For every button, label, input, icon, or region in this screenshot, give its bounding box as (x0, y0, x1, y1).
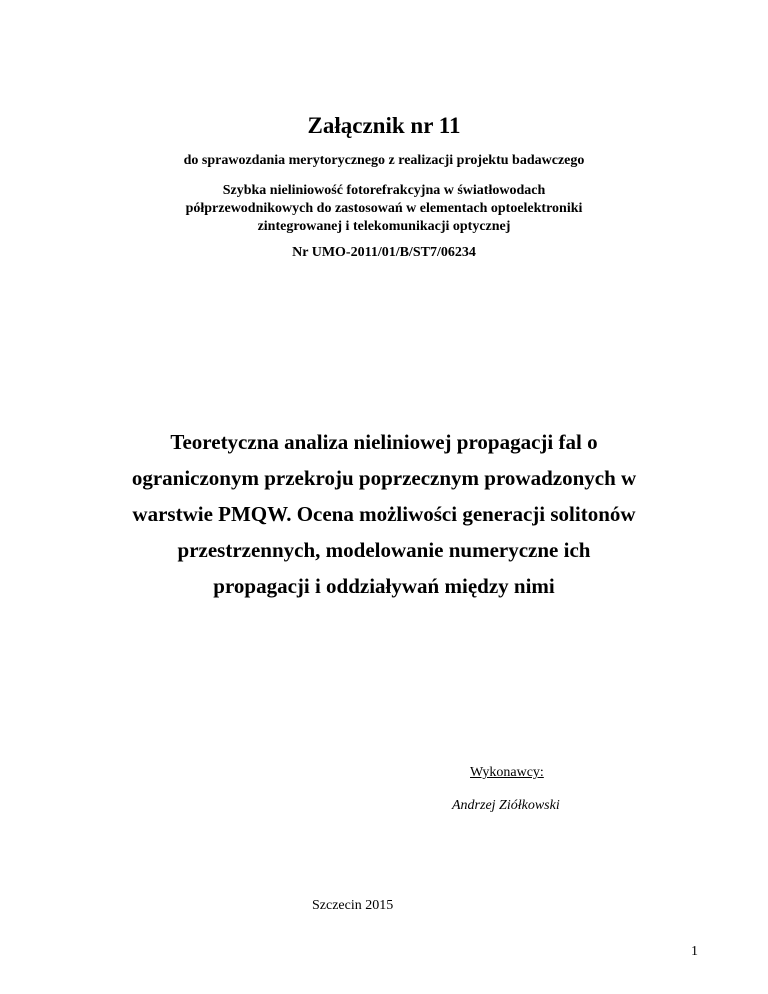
contractors-label: Wykonawcy: (470, 765, 544, 780)
subtitle-line-1: do sprawozdania merytorycznego z realizacji projektu badawczego (183, 153, 585, 168)
page-number: 1 (691, 944, 698, 959)
main-title-line-3: warstwie PMQW. Ocena możliwości generacji solitonów (132, 502, 636, 526)
main-title-line-5: propagacji i oddziaływań między nimi (213, 574, 555, 598)
project-number: Nr UMO-2011/01/B/ST7/06234 (292, 245, 476, 260)
main-title (0, 424, 768, 604)
document-heading: Załącznik nr 11 (307, 113, 461, 138)
main-title-line-2: ograniczonym przekroju poprzecznym prowadzonych w (131, 466, 637, 490)
main-title-line-4: przestrzennych, modelowanie numeryczne ich (177, 538, 591, 562)
subtitle-line-3: półprzewodnikowych do zastosowań w elementach optoelektroniki (185, 201, 583, 216)
subtitle-line-2: Szybka nieliniowość fotorefrakcyjna w światłowodach (222, 183, 546, 198)
contractor-name: Andrzej Ziółkowski (452, 798, 560, 813)
subtitle-line-4: zintegrowanej i telekomunikacji optycznej (257, 219, 511, 234)
main-title-line-1: Teoretyczna analiza nieliniowej propagacji fal o (170, 430, 598, 454)
place-date: Szczecin 2015 (312, 898, 394, 913)
